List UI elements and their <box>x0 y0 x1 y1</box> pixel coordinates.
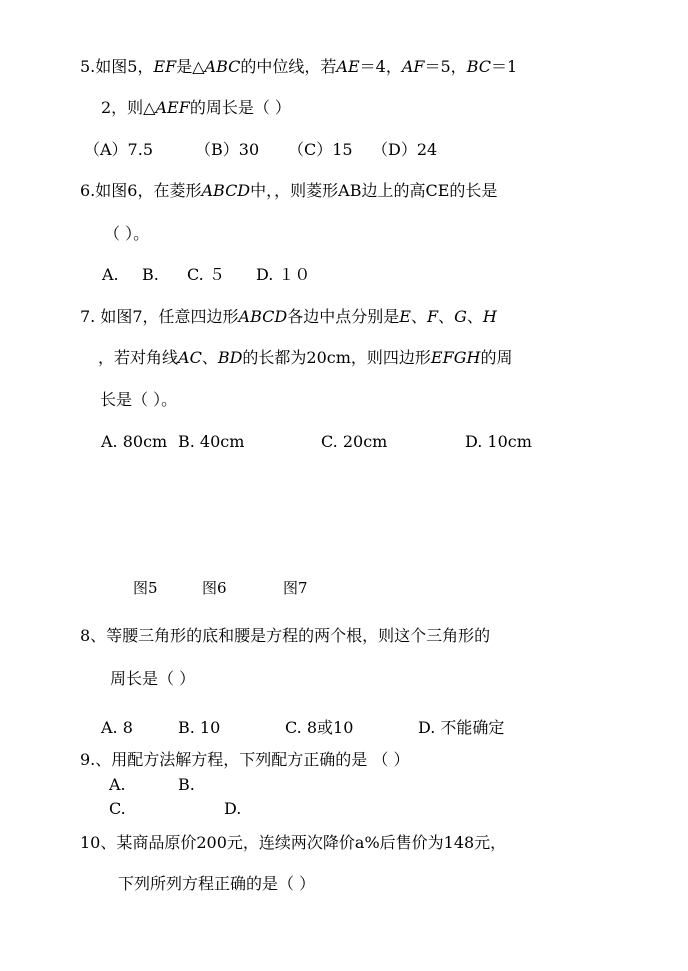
figure-5-caption: 图5 <box>133 579 158 597</box>
q6-line-1: 6.如图6，在菱形ABCD中，，则菱形AB边上的高CE的长是 <box>80 181 498 200</box>
q9-option-c: C. <box>109 799 126 818</box>
q7-option-d: D. 10cm <box>465 432 532 451</box>
q5-option-a: （A）7.5 <box>84 140 154 159</box>
q6-line-2: （ ）。 <box>104 224 150 243</box>
q7-option-a: A. 80cm <box>101 432 168 451</box>
q8-option-c: C. 8或10 <box>285 718 354 737</box>
figure-6-caption: 图6 <box>202 579 227 597</box>
q5-line-2: 2，则△AEF的周长是（ ） <box>101 98 291 117</box>
q10-line-1: 10、某商品原价200元，连续两次降价a%后售价为148元， <box>80 833 507 852</box>
figure-7-caption: 图7 <box>283 579 308 597</box>
q8-option-a: A. 8 <box>101 718 133 737</box>
q8-option-d: D. 不能确定 <box>418 718 505 737</box>
q6-option-d: D. １０ <box>256 265 311 284</box>
q10-line-2: 下列所列方程正确的是（ ） <box>118 874 316 893</box>
q9-option-b: B. <box>178 775 195 794</box>
q7-line-1: 7. 如图7，任意四边形ABCD各边中点分别是E、F、G、H <box>80 307 497 326</box>
q5-option-d: （D）24 <box>372 140 438 159</box>
q6-option-c: C. ５ <box>187 265 225 284</box>
q7-line-3: 长是（ ）。 <box>100 390 178 409</box>
q6-option-a: A. <box>102 265 119 284</box>
q5-option-b: （B）30 <box>195 140 260 159</box>
q9-option-a: A. <box>109 775 126 794</box>
q8-line-1: 8、等腰三角形的底和腰是方程的两个根，则这个三角形的 <box>80 626 491 645</box>
q7-option-c: C. 20cm <box>321 432 388 451</box>
q5-option-c: （C）15 <box>288 140 353 159</box>
q8-line-2: 周长是（ ） <box>110 669 196 688</box>
q9-line-1: 9.、用配方法解方程，下列配方正确的是 （ ） <box>80 750 410 769</box>
q5-line-1: 5.如图5，EF是△ABC的中位线，若AE＝4，AF＝5，BC＝1 <box>80 57 518 76</box>
q6-option-b: B. <box>142 265 159 284</box>
q8-option-b: B. 10 <box>178 718 221 737</box>
q7-option-b: B. 40cm <box>178 432 245 451</box>
q7-line-2: ，若对角线AC、BD的长都为20cm，则四边形EFGH的周 <box>98 348 513 367</box>
q9-option-d: D. <box>224 799 242 818</box>
